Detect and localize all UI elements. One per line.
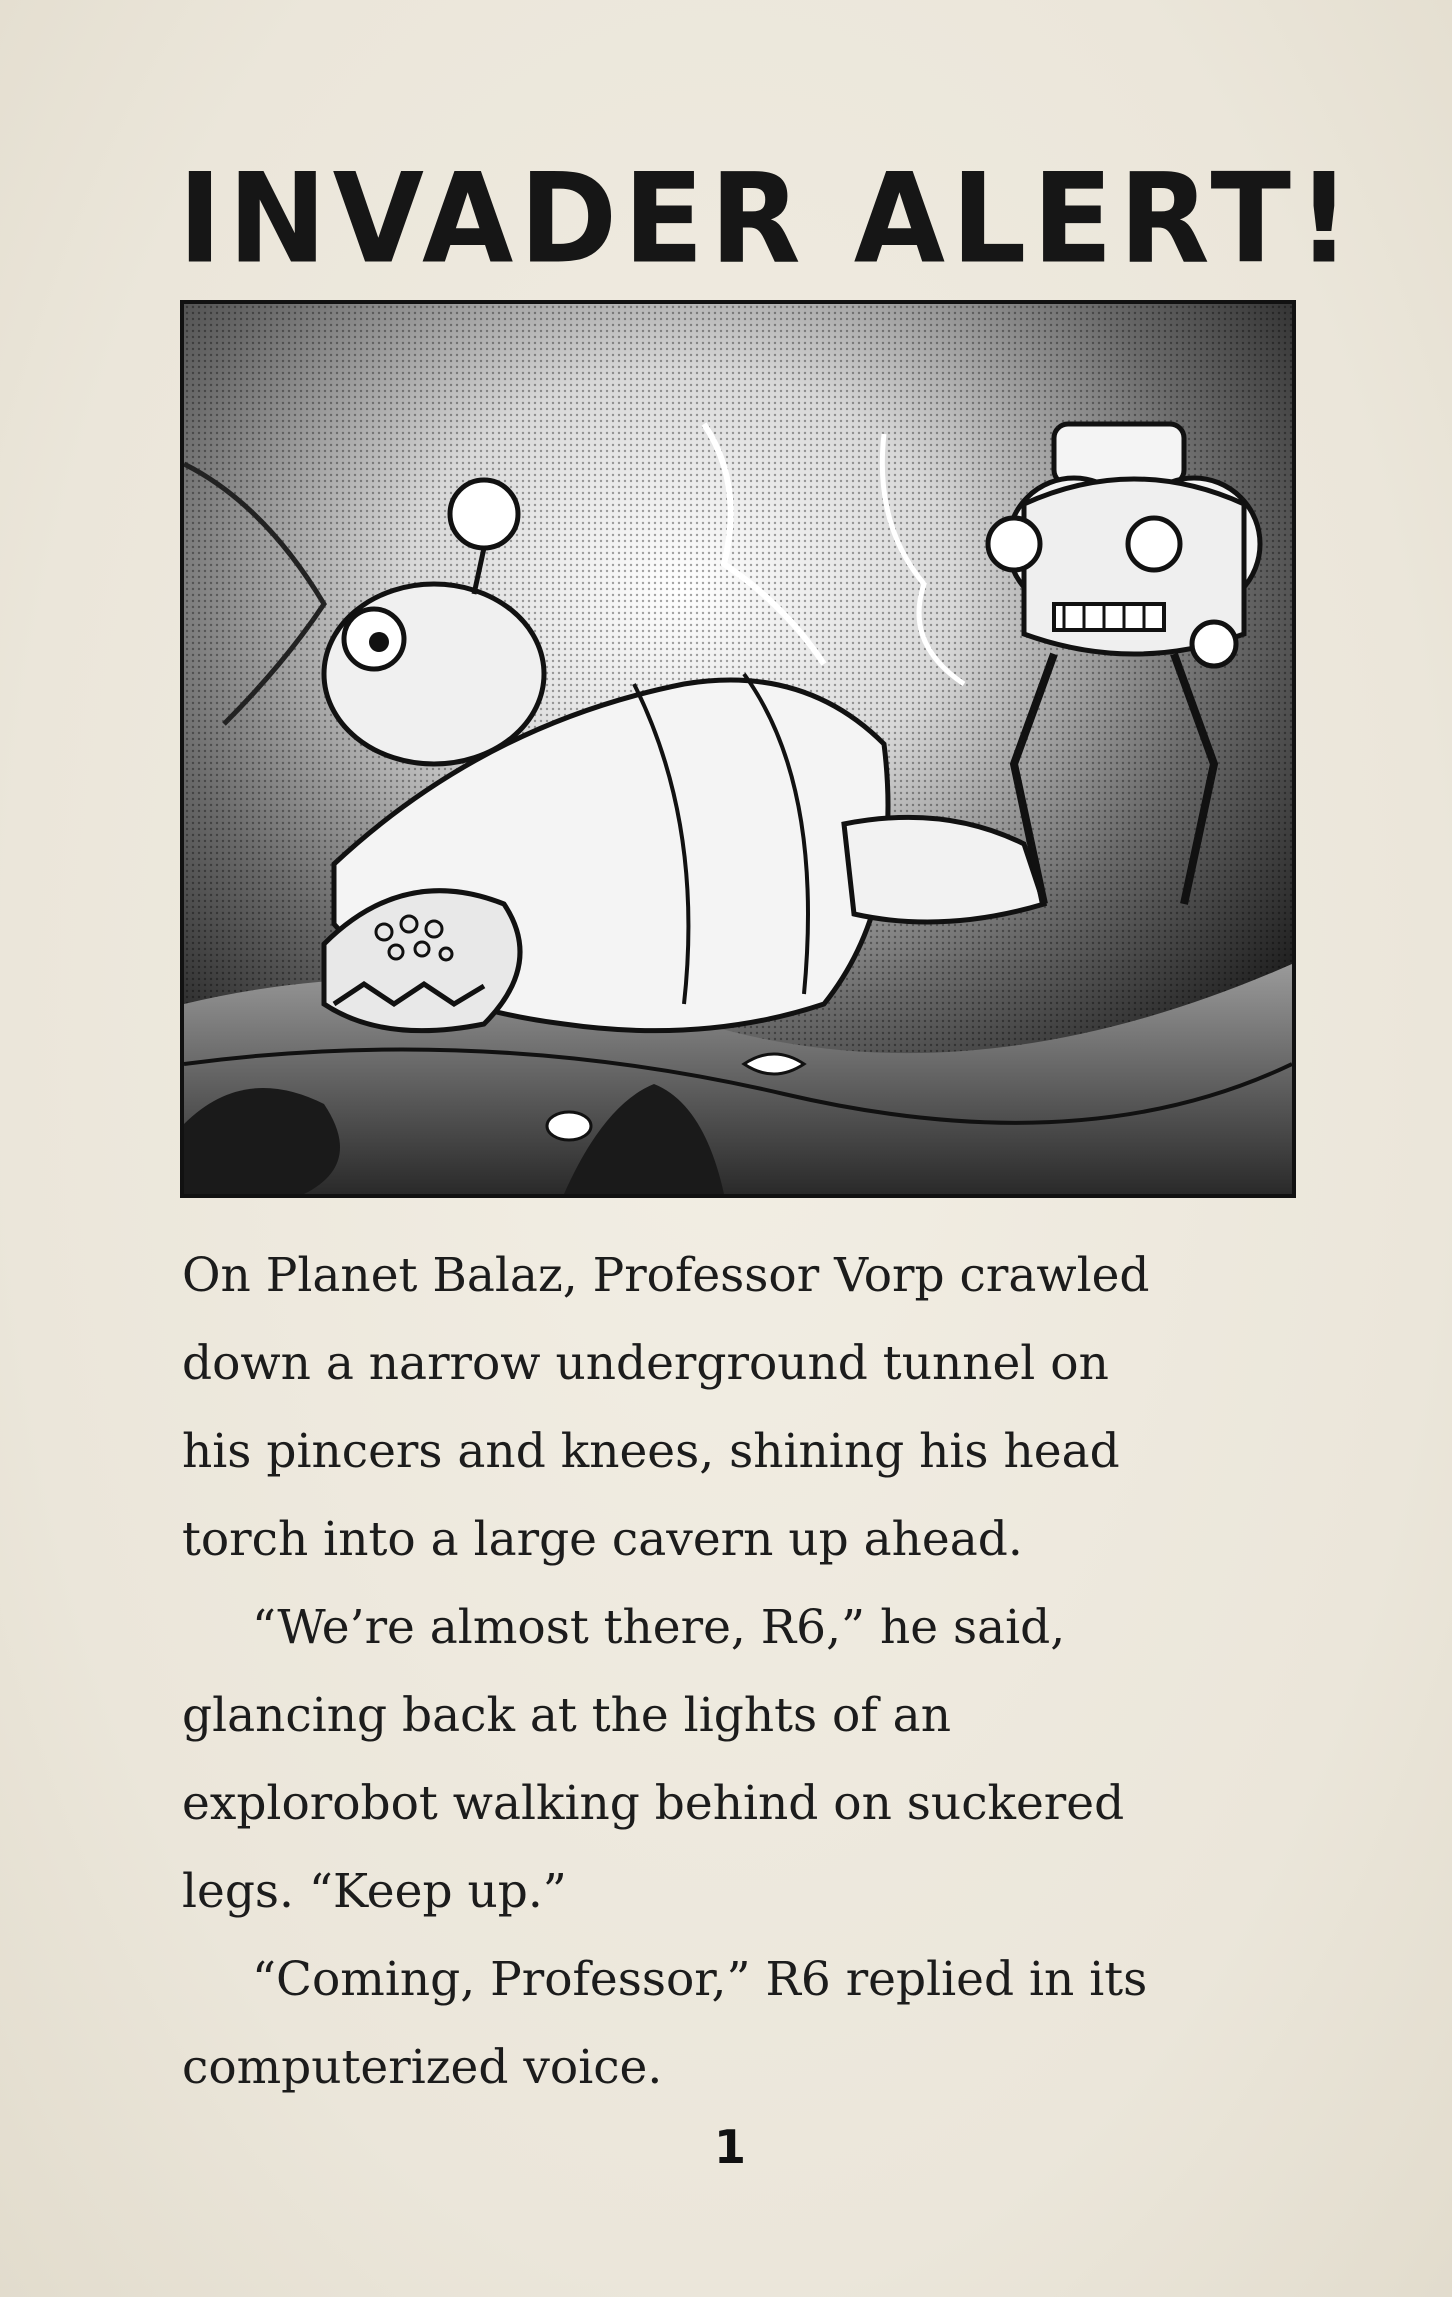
story-line: On Planet Balaz, Professor Vorp crawled xyxy=(182,1248,1150,1303)
page-number: 1 xyxy=(713,2120,746,2174)
professor-vorp-and-r6-in-cavern-illustration xyxy=(184,304,1292,1194)
story-line: computerized voice. xyxy=(182,2040,663,2095)
story-line: explorobot walking behind on suckered xyxy=(182,1776,1125,1831)
story-line: “Coming, Professor,” R6 replied in its xyxy=(252,1952,1148,2007)
story-line: legs. “Keep up.” xyxy=(182,1864,567,1919)
story-line: glancing back at the lights of an xyxy=(182,1688,951,1743)
chapter-title: INVADER ALERT! xyxy=(178,145,1357,291)
chapter-illustration xyxy=(180,300,1296,1198)
story-text xyxy=(182,1232,1292,2112)
story-line: his pincers and knees, shining his head xyxy=(182,1424,1120,1479)
story-line: torch into a large cavern up ahead. xyxy=(182,1512,1023,1567)
story-line: “We’re almost there, R6,” he said, xyxy=(252,1600,1066,1655)
story-line: down a narrow underground tunnel on xyxy=(182,1336,1109,1391)
